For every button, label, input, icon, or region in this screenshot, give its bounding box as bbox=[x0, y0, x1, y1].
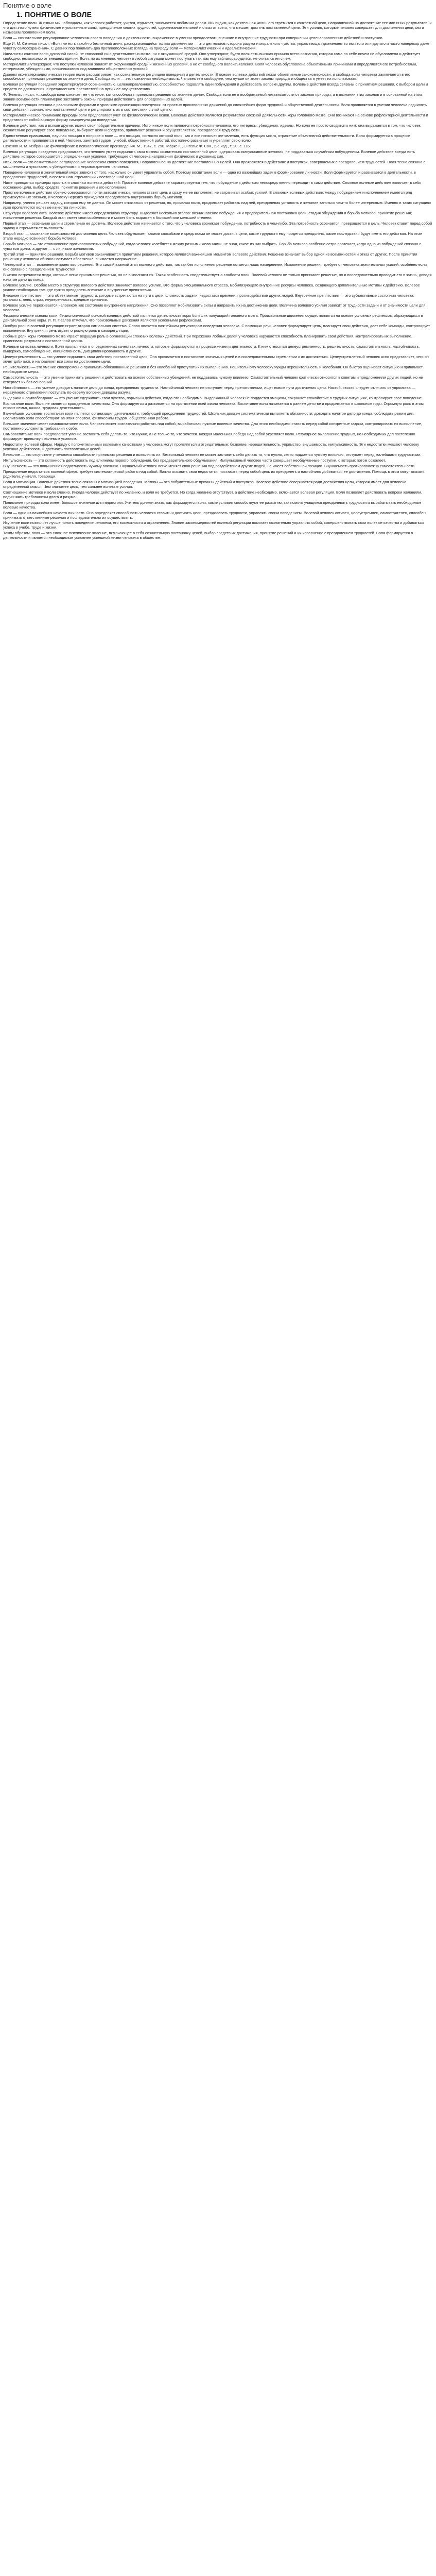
paragraph: Самостоятельность — это умение принимать решения и действовать на основе собственных убеждений, не поддаваясь чужому влиянию. Самостоятельный человек критически относится к советам и предложениям других людей, но не отвергает их без оснований. bbox=[3, 375, 423, 384]
paragraph: Волевая регуляция связана с различными формами и уровнями организации поведения: от простых произвольных движений до сложнейших форм трудовой и общественной деятельности. Воля проявляется в умении человека подчинять свои действия сознательно поставленной цели и регулировать их в соответствии с этой целью. bbox=[3, 103, 427, 112]
paragraph: Волевое усилие. Особое место в структуре волевого действия занимает волевое усилие. Это форма эмоционального стресса, мобилизующего внутренние ресурсы человека, создающего дополнительные мотивы к действию. Волевое усилие необходимо там, где нужно преодолеть внешние и внутренние препятствия. bbox=[3, 282, 420, 292]
paragraph: Волевая регуляция поведения характеризуется осознанностью, целенаправленностью, способностью подавлять одни побуждения и действовать вопреки другим. Волевые действия всегда связаны с принятием решения, с выбором цели и средств ее достижения, с преодолением препятствий на пути к ее осуществлению. bbox=[3, 82, 428, 92]
paragraph: Воля и мотивация. Волевые действия тесно связаны с мотивацией поведения. Мотивы — это побудительные причины действий и поступков. Волевое действие совершается ради достижения цели, которая имеет для человека определенный смысл. Чем значимее цель, тем сильнее волевые усилия. bbox=[3, 479, 407, 489]
paragraph: Преодоление недостатков волевой сферы требует систематической работы над собой. Важно осознать свои недостатки, поставить перед собой цель их преодолеть и настойчиво добиваться ее достижения. Помощь в этом могут оказать родители, учителя, товарищи. bbox=[3, 469, 425, 479]
paragraph: Решительность — это умение своевременно принимать обоснованные решения и без колебаний приступать к их выполнению. Решительному человеку чужды нерешительность и колебания. Он быстро оценивает ситуацию и принимает необходимые меры. bbox=[3, 364, 423, 374]
paragraph: Внушаемость — это повышенная податливость чужому влиянию. Внушаемый человек легко меняет свои решения под воздействием других людей, не имеет собственной позиции. Внушаемость противоположна самостоятельности. bbox=[3, 463, 416, 468]
paragraph: Поведение человека в значительной мере зависит от того, насколько он умеет управлять собой. Поэтому воспитание воли — одна из важнейших задач в формировании личности. Воля формируется и развивается в деятельности, в преодолении трудностей, в постоянном стремлении к поставленной цели. bbox=[3, 170, 416, 179]
paragraph: Первый этап — осознание цели и стремление ее достичь. Волевое действие начинается с того, что у человека возникает побуждение, потребность в чем-либо. Эта потребность осознается, превращается в цель. Человек ставит перед собой задачу и стремится ее выполнить. bbox=[3, 221, 432, 231]
paragraph: Третий этап — принятие решения. Борьба мотивов заканчивается принятием решения, которое является важнейшим моментом волевого действия. Решение означает выбор одной из возможностей и отказ от других. После принятия решения у человека обычно наступает облегчение, снимается напряжение. bbox=[3, 251, 417, 261]
paragraph: Структура волевого акта. Волевое действие имеет определенную структуру. Выделяют несколько этапов: возникновение побуждения и предварительная постановка цели; стадия обсуждения и борьба мотивов; принятие решения; исполнение решения. Каждый этап имеет свои особенности и может быть выражен в большей или меньшей степени. bbox=[3, 211, 412, 221]
paragraph: Волевое усилие переживается человеком как состояние внутреннего напряжения. Оно позволяет мобилизовать силы и направить их на достижение цели. Величина волевого усилия зависит от трудности задачи и от значимости цели для человека. bbox=[3, 303, 426, 313]
page-title: 1. ПОНЯТИЕ О ВОЛЕ bbox=[16, 10, 92, 19]
paragraph: Безволие — это отсутствие у человека способности принимать решения и выполнять их. Безвольный человек не может заставить себя делать то, что нужно, легко поддается чужому влиянию, отступает перед малейшими трудностями. bbox=[3, 452, 422, 457]
paragraph: Материалисты утверждают, что поступки человека зависят от окружающей среды и жизненных условий, а не от свободного волеизъявления. Воля человека обусловлена объективными причинами и определяется его потребностями, интересами, убеждениями, сложившимися под влиянием общественных условий. bbox=[3, 61, 417, 71]
paragraph: Волевые качества личности. Воля проявляется в определенных качествах личности, которые формируются в процессе жизни и деятельности. К ним относятся целеустремленность, решительность, самостоятельность, настойчивость, выдержка, самообладание, инициативность, дисциплинированность и другие. bbox=[3, 344, 420, 353]
paragraph: Импульсивность — это склонность действовать под влиянием первого побуждения, без предварительного обдумывания. Импульсивный человек часто совершает необдуманные поступки, о которых потом сожалеет. bbox=[3, 458, 386, 463]
paragraph: Физиологические основы воли. Физиологической основой волевых действий является деятельность коры больших полушарий головного мозга. Произвольные движения осуществляются на основе условных рефлексов, образующихся в двигательной зоне коры. И. П. Павлов отмечал, что произвольные движения являются условными рефлексами. bbox=[3, 313, 423, 323]
paragraph: Соотношение мотивов и воли сложно. Иногда человек действует по желанию, и воля не требуется. Но когда желание отсутствует, а действие необходимо, включается волевая регуляция. Воля позволяет действовать вопреки желаниям, подчиняясь требованиям долга и разума. bbox=[3, 489, 422, 499]
paragraph: Волевые действия, как и всякие другие, имеют свои побудительные причины. Источником воли являются потребности человека, его интересы, убеждения, идеалы. Но воля не просто сводится к ним: она выражается в том, что человек сознательно регулирует свое поведение, выбирает цели и средства, принимает решения и осуществляет их, преодолевая трудности. bbox=[3, 123, 421, 133]
paragraph: Внешние препятствия — это объективные трудности, которые встречаются на пути к цели: сложность задачи, недостаток времени, противодействие других людей. Внутренние препятствия — это субъективные состояния человека: усталость, лень, страх, неуверенность, вредные привычки. bbox=[3, 293, 414, 302]
paragraph: Ниже приводятся примеры простых и сложных волевых действий. Простое волевое действие характеризуется тем, что побуждение к действию непосредственно переходит в само действие. Сложное волевое действие включает в себя осознание цели, выбор средств, принятие решения и его исполнение. bbox=[3, 180, 422, 190]
paragraph: Второй этап — осознание возможностей достижения цели. Человек обдумывает, какими способами и средствами он может достичь цели, какие трудности ему придется преодолеть, какие последствия будут иметь его действия. На этом этапе нередко возникает борьба мотивов. bbox=[3, 231, 423, 241]
paragraph: Воля — сознательное регулирование человеком своего поведения и деятельности, выраженное в умении преодолевать внешние и внутренние трудности при совершении целенаправленных действий и поступков. bbox=[3, 35, 383, 40]
paragraph: Воспитание воли. Воля не является врожденным качеством. Она формируется и развивается на протяжении всей жизни человека. Воспитание воли начинается в раннем детстве и продолжается в школьные годы. Огромную роль в этом играют семья, школа, трудовая деятельность. bbox=[3, 401, 424, 411]
paragraph: Итак, воля — это сознательное регулирование человеком своего поведения, направленное на достижение поставленных целей. Она проявляется в действиях и поступках, совершаемых с преодолением трудностей. Воля тесно связана с мышлением и чувствами, с убеждениями и мировоззрением человека. bbox=[3, 159, 426, 169]
paragraph: Простые волевые действия обычно совершаются почти автоматически: человек ставит цель и сразу же ее выполняет, не затрачивая особых усилий. В сложных волевых действиях между побуждением и исполнением имеется ряд промежуточных звеньев, и человеку нередко приходится преодолевать внутреннюю борьбу мотивов. bbox=[3, 190, 412, 200]
paragraph: Материалистическое понимание природы воли предполагает учет ее физиологических основ. Волевые действия являются результатом сложной деятельности коры головного мозга. Они возникают на основе рефлекторной деятельности и представляют собой высшую форму саморегуляции поведения. bbox=[3, 113, 428, 123]
paragraph: Недостатки волевой сферы. Наряду с положительными волевыми качествами у человека могут проявляться и отрицательные: безволие, нерешительность, упрямство, внушаемость, импульсивность. Эти недостатки мешают человеку успешно действовать и достигать поставленных целей. bbox=[3, 442, 420, 452]
paragraph: Выдержка и самообладание — это умение сдерживать свои чувства, порывы и действия, когда это необходимо. Выдержанный человек не поддается эмоциям, сохраняет спокойствие в трудных ситуациях, контролирует свое поведение. bbox=[3, 395, 423, 400]
breadcrumb: Понятие о воле bbox=[3, 2, 52, 9]
paragraph: В жизни встречаются люди, которые легко принимают решения, но не выполняют их. Такая особенность свидетельствует о слабости воли. Волевой человек не только принимает решение, но и последовательно проводит его в жизнь, доводя начатое дело до конца. bbox=[3, 272, 432, 282]
paragraph: Четвертый этап — исполнение принятого решения. Это самый важный этап волевого действия, так как без исполнения решение остается лишь намерением. Исполнение решения требует от человека значительных усилий, особенно если оно связано с преодолением трудностей. bbox=[3, 262, 427, 272]
paragraph: Единственная правильная, научная позиция в вопросе о воле — это позиция, согласно которой воля, как и все психические явления, есть функция мозга, отражение объективной действительности. Воля формируется в процессе деятельности и проявляется в ней. Человек, занятый трудом, учебой, общественной работой, постоянно развивает и укрепляет свою волю. bbox=[3, 133, 410, 143]
paragraph: Ф. Энгельс писал: «...свобода воли означает не что иное, как способность принимать решения со знанием дела». Свобода воли не в воображаемой независимости от законов природы, а в познании этих законов и в основанной на этом знании возможности планомерно заставлять законы природы действовать для определенных целей. bbox=[3, 92, 422, 102]
paragraph: Таким образом, воля — это сложное психическое явление, включающее в себя сознательную постановку целей, выбор средств их достижения, принятие решений и их исполнение с преодолением трудностей. Воля формируется в деятельности и является необходимым условием успешной жизни человека в обществе. bbox=[3, 531, 413, 540]
paragraph: Целеустремленность — это умение подчинять свои действия поставленной цели. Она проявляется в постановке значимых целей и в последовательном стремлении к их достижению. Целеустремленный человек ясно представляет, чего он хочет добиться, и направляет все силы на достижение цели. bbox=[3, 354, 429, 364]
paragraph: Воля — одно из важнейших качеств личности. Она определяет способность человека ставить и достигать цели, преодолевать трудности, управлять своим поведением. Волевой человек активен, целеустремлен, самостоятелен, способен принимать ответственные решения и последовательно их осуществлять. bbox=[3, 510, 426, 520]
paragraph: Определение воли. Ж изнью мы наблюдаем, как человек работает, учится, отдыхает, занимается любимым делом. Мы видим, как деятельная жизнь его стремится к конкретной цели, направленной на достижение тех или иных результатов, и что для этого нужны физические и умственные силы, преодоление многих трудностей, сдерживание желаний и отказ от всего, что мешает достичь поставленной цели. Эти усилия, которые человек совершает для достижения цели, мы и называем проявлением воли. bbox=[3, 21, 432, 35]
paragraph: Диалектико-материалистическая теория волю рассматривает как сознательную регуляцию поведения и деятельности. В основе волевых действий лежат объективные закономерности, и свобода воли человека заключается в его способности принимать решения со знанием дела. Свобода воли — это познанная необходимость. Человек тем свободнее, чем лучше он знает законы природы и общества и умеет их использовать. bbox=[3, 72, 410, 81]
paragraph: Важнейшим условием воспитания воли является организация деятельности, требующей преодоления трудностей. Школьник должен систематически выполнять обязанности, доводить начатое дело до конца, соблюдать режим дня. Воспитанию воли способствуют занятия спортом, физическим трудом, общественная работа. bbox=[3, 411, 415, 421]
paragraph: Изучение воли позволяет лучше понять поведение человека, его возможности и ограничения. Знание закономерностей волевой регуляции помогает сознательно управлять собой, совершенствовать свои волевые качества и добиваться успеха в учебе, труде и жизни. bbox=[3, 520, 424, 530]
paragraph: Волевая регуляция поведения предполагает, что человек умеет подчинять свои мотивы сознательно поставленной цели, сдерживать импульсивные желания, не поддаваться случайным побуждениям. Волевое действие всегда есть действие, которое совершается с определенным усилием, требующее от человека напряжения физических и духовных сил. bbox=[3, 149, 415, 159]
paragraph: Идеалисты считают волю духовной силой, не связанной ни с деятельностью мозга, ни с окружающей средой. Они утверждают, будто воля есть высшая причина всего сознания, которая сама по себе ничем не обусловлена и действует свободно, независимо от внешних причин. Воля, по их мнению, человек в любой ситуации может поступать так, как ему заблагорассудится, не считаясь ни с чем. bbox=[3, 51, 421, 61]
paragraph: Самовоспитание воли предполагает умение заставить себя делать то, что нужно, а не только то, что хочется. Каждая маленькая победа над собой укрепляет волю. Регулярное выполнение трудных, но необходимых дел постепенно формирует привычку к волевым усилиям. bbox=[3, 432, 415, 442]
paragraph: Например, ученик решает задачу, которая ему не дается. Он может отказаться от решения, но, проявляя волю, продолжает работать над ней, преодолевая усталость и желание заняться чем-то более интересным. Именно в таких ситуациях ярко проявляются волевые качества личности. bbox=[3, 200, 431, 210]
paragraph: Понимание природы воли имеет большое значение для педагогики. Учитель должен знать, как формируется воля, какие условия способствуют ее развитию, как помочь учащимся преодолевать трудности и вырабатывать необходимые волевые качества. bbox=[3, 500, 422, 510]
article-body bbox=[0, 19, 436, 540]
paragraph: Борьба мотивов — это столкновение противоположных побуждений, когда человек колеблется между разными желаниями, не зная, какое из них выбрать. Борьба мотивов особенно остро протекает, когда одно из побуждений связано с чувством долга, а другое — с личными желаниями. bbox=[3, 241, 422, 251]
paragraph: Сеченов И. М. Избранные философские и психологические произведения. М., 1947, с. 290. Маркс К., Энгельс Ф. Соч., 2-е изд., т. 20, с. 116. bbox=[3, 143, 251, 148]
paragraph: Еще И. М. Сеченов писал: «Воля не есть какой-то безличный агент, распоряжающийся только движениями — это деятельная сторона разума и морального чувства, управляющая движением во имя того или другого и часто наперекор даже чувству самосохранения». С давних пор понимать два противоположных взгляда на природу воли — материалистический и идеалистический. bbox=[3, 41, 429, 50]
paragraph: Особую роль в волевой регуляции играет вторая сигнальная система. Слово является важнейшим регулятором поведения человека. С помощью речи человек формулирует цель, планирует свои действия, дает себе команды, контролирует выполнение. Внутренняя речь играет огромную роль в саморегуляции. bbox=[3, 324, 430, 333]
paragraph: Настойчивость — это умение доводить начатое дело до конца, преодолевая трудности. Настойчивый человек не отступает перед препятствиями, ищет новые пути достижения цели. Настойчивость следует отличать от упрямства — неразумного стремления поступать по-своему вопреки доводам разума. bbox=[3, 385, 416, 395]
paragraph: Лобные доли коры головного мозга играют ведущую роль в организации сложных волевых действий. При поражении лобных долей у человека нарушается способность планировать свои действия, контролировать их выполнение, сравнивать результат с поставленной целью. bbox=[3, 334, 412, 344]
paragraph: Большое значение имеет самовоспитание воли. Человек может сознательно работать над собой, вырабатывая нужные волевые качества. Для этого необходимо ставить перед собой конкретные задачи, контролировать их выполнение, постепенно усложнять требования к себе. bbox=[3, 421, 422, 431]
